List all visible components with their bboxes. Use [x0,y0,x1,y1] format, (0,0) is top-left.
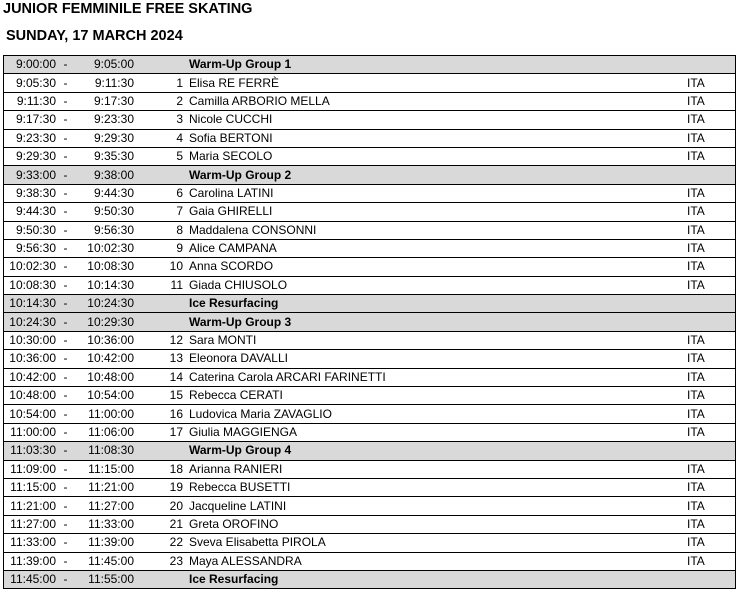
time-separator: - [59,111,72,129]
schedule-break-row [4,570,736,588]
skater-name: Warm-Up Group 1 [187,56,687,74]
skater-name: Maya ALESSANDRA [187,552,687,570]
start-number: 18 [138,460,187,478]
nation-code [687,442,736,460]
skater-name: Ludovica Maria ZAVAGLIO [187,405,687,423]
schedule-skater-row [4,387,736,405]
start-number: 5 [138,147,187,165]
end-time: 11:55:00 [72,570,138,588]
skater-name: Greta OROFINO [187,515,687,533]
skater-name: Warm-Up Group 3 [187,313,687,331]
skater-name: Caterina Carola ARCARI FARINETTI [187,368,687,386]
skater-name: Anna SCORDO [187,258,687,276]
nation-code [687,166,736,184]
start-time: 11:45:00 [4,570,60,588]
nation-code: ITA [687,74,736,92]
end-time: 9:44:30 [72,184,138,202]
skater-name: Gaia GHIRELLI [187,203,687,221]
start-time: 10:30:00 [4,331,60,349]
end-time: 10:48:00 [72,368,138,386]
end-time: 11:15:00 [72,460,138,478]
skater-name: Ice Resurfacing [187,570,687,588]
start-time: 10:02:30 [4,258,60,276]
start-number: 19 [138,478,187,496]
skater-name: Warm-Up Group 4 [187,442,687,460]
end-time: 10:42:00 [72,350,138,368]
schedule-skater-row [4,92,736,110]
time-separator: - [59,147,72,165]
end-time: 9:35:30 [72,147,138,165]
start-number: 3 [138,111,187,129]
skater-name: Eleonora DAVALLI [187,350,687,368]
skater-name: Rebecca CERATI [187,387,687,405]
skater-name: Ice Resurfacing [187,295,687,313]
skater-name: Jacqueline LATINI [187,497,687,515]
time-separator: - [59,442,72,460]
start-time: 10:08:30 [4,276,60,294]
skater-name: Nicole CUCCHI [187,111,687,129]
schedule-skater-row [4,258,736,276]
nation-code [687,295,736,313]
start-number: 22 [138,534,187,552]
start-time: 9:29:30 [4,147,60,165]
nation-code [687,313,736,331]
nation-code: ITA [687,331,736,349]
nation-code: ITA [687,515,736,533]
start-number: 11 [138,276,187,294]
time-separator: - [59,129,72,147]
schedule-body [4,56,736,589]
start-time: 9:38:30 [4,184,60,202]
skater-name: Alice CAMPANA [187,239,687,257]
nation-code: ITA [687,552,736,570]
start-number: 9 [138,239,187,257]
time-separator: - [59,350,72,368]
start-time: 9:00:00 [4,56,60,74]
schedule-skater-row [4,497,736,515]
schedule-skater-row [4,111,736,129]
start-time: 9:50:30 [4,221,60,239]
time-separator: - [59,534,72,552]
end-time: 9:05:00 [72,56,138,74]
time-separator: - [59,295,72,313]
start-number [138,166,187,184]
nation-code: ITA [687,497,736,515]
skater-name: Sofia BERTONI [187,129,687,147]
start-time: 10:24:30 [4,313,60,331]
start-number: 2 [138,92,187,110]
time-separator: - [59,552,72,570]
schedule-skater-row [4,552,736,570]
nation-code: ITA [687,405,736,423]
end-time: 11:06:00 [72,423,138,441]
nation-code: ITA [687,534,736,552]
start-time: 11:03:30 [4,442,60,460]
nation-code: ITA [687,276,736,294]
time-separator: - [59,221,72,239]
end-time: 10:02:30 [72,239,138,257]
schedule-break-row [4,295,736,313]
start-number: 14 [138,368,187,386]
start-time: 11:39:00 [4,552,60,570]
end-time: 9:50:30 [72,203,138,221]
schedule-skater-row [4,276,736,294]
time-separator: - [59,570,72,588]
skater-name: Sara MONTI [187,331,687,349]
nation-code: ITA [687,460,736,478]
nation-code: ITA [687,184,736,202]
skater-name: Arianna RANIERI [187,460,687,478]
end-time: 10:36:00 [72,331,138,349]
start-number: 21 [138,515,187,533]
schedule-skater-row [4,478,736,496]
time-separator: - [59,92,72,110]
nation-code: ITA [687,423,736,441]
skater-name: Giada CHIUSOLO [187,276,687,294]
start-number [138,570,187,588]
nation-code: ITA [687,203,736,221]
end-time: 11:08:30 [72,442,138,460]
start-number: 23 [138,552,187,570]
time-separator: - [59,368,72,386]
time-separator: - [59,405,72,423]
end-time: 10:08:30 [72,258,138,276]
nation-code: ITA [687,129,736,147]
schedule-skater-row [4,460,736,478]
schedule-skater-row [4,239,736,257]
start-time: 9:44:30 [4,203,60,221]
schedule-skater-row [4,350,736,368]
schedule-skater-row [4,423,736,441]
time-separator: - [59,56,72,74]
end-time: 9:29:30 [72,129,138,147]
schedule-table [3,55,736,589]
schedule-skater-row [4,147,736,165]
end-time: 11:21:00 [72,478,138,496]
time-separator: - [59,423,72,441]
schedule-break-row [4,166,736,184]
start-time: 11:00:00 [4,423,60,441]
start-number [138,295,187,313]
page-title: JUNIOR FEMMINILE FREE SKATING [3,1,253,17]
start-number: 20 [138,497,187,515]
start-time: 11:33:00 [4,534,60,552]
start-number: 17 [138,423,187,441]
time-separator: - [59,497,72,515]
end-time: 9:11:30 [72,74,138,92]
time-separator: - [59,166,72,184]
nation-code [687,56,736,74]
nation-code: ITA [687,387,736,405]
time-separator: - [59,74,72,92]
start-number: 4 [138,129,187,147]
end-time: 9:56:30 [72,221,138,239]
start-time: 9:33:00 [4,166,60,184]
skater-name: Rebecca BUSETTI [187,478,687,496]
start-number: 13 [138,350,187,368]
schedule-skater-row [4,221,736,239]
schedule-break-row [4,56,736,74]
time-separator: - [59,515,72,533]
end-time: 11:00:00 [72,405,138,423]
start-number: 8 [138,221,187,239]
start-number [138,313,187,331]
skater-name: Camilla ARBORIO MELLA [187,92,687,110]
time-separator: - [59,203,72,221]
start-time: 10:54:00 [4,405,60,423]
start-time: 10:36:00 [4,350,60,368]
nation-code: ITA [687,478,736,496]
skater-name: Sveva Elisabetta PIROLA [187,534,687,552]
end-time: 10:54:00 [72,387,138,405]
start-time: 10:42:00 [4,368,60,386]
time-separator: - [59,331,72,349]
schedule-skater-row [4,331,736,349]
schedule-skater-row [4,74,736,92]
skater-name: Elisa RE FERRÈ [187,74,687,92]
end-time: 9:38:00 [72,166,138,184]
end-time: 11:33:00 [72,515,138,533]
end-time: 10:24:30 [72,295,138,313]
nation-code: ITA [687,111,736,129]
schedule-skater-row [4,534,736,552]
time-separator: - [59,460,72,478]
start-time: 9:17:30 [4,111,60,129]
schedule-skater-row [4,515,736,533]
skater-name: Carolina LATINI [187,184,687,202]
nation-code: ITA [687,221,736,239]
start-time: 10:48:00 [4,387,60,405]
end-time: 9:23:30 [72,111,138,129]
nation-code: ITA [687,147,736,165]
time-separator: - [59,478,72,496]
start-number: 6 [138,184,187,202]
skater-name: Maria SECOLO [187,147,687,165]
nation-code: ITA [687,368,736,386]
event-date: SUNDAY, 17 MARCH 2024 [6,28,183,44]
start-number: 12 [138,331,187,349]
start-time: 9:05:30 [4,74,60,92]
start-number: 16 [138,405,187,423]
nation-code: ITA [687,92,736,110]
start-time: 11:27:00 [4,515,60,533]
start-time: 11:21:00 [4,497,60,515]
end-time: 10:29:30 [72,313,138,331]
schedule-skater-row [4,184,736,202]
schedule-break-row [4,313,736,331]
start-time: 9:11:30 [4,92,60,110]
nation-code: ITA [687,350,736,368]
end-time: 9:17:30 [72,92,138,110]
skater-name: Maddalena CONSONNI [187,221,687,239]
schedule-break-row [4,442,736,460]
time-separator: - [59,387,72,405]
skater-name: Warm-Up Group 2 [187,166,687,184]
end-time: 11:27:00 [72,497,138,515]
start-number: 10 [138,258,187,276]
start-time: 11:09:00 [4,460,60,478]
end-time: 10:14:30 [72,276,138,294]
start-time: 10:14:30 [4,295,60,313]
schedule-skater-row [4,203,736,221]
end-time: 11:45:00 [72,552,138,570]
schedule-skater-row [4,405,736,423]
skater-name: Giulia MAGGIENGA [187,423,687,441]
schedule-skater-row [4,368,736,386]
time-separator: - [59,258,72,276]
start-number [138,56,187,74]
start-time: 11:15:00 [4,478,60,496]
end-time: 11:39:00 [72,534,138,552]
start-time: 9:23:30 [4,129,60,147]
start-time: 9:56:30 [4,239,60,257]
time-separator: - [59,184,72,202]
start-number [138,442,187,460]
time-separator: - [59,313,72,331]
start-number: 7 [138,203,187,221]
start-number: 1 [138,74,187,92]
time-separator: - [59,239,72,257]
time-separator: - [59,276,72,294]
schedule-skater-row [4,129,736,147]
start-number: 15 [138,387,187,405]
nation-code [687,570,736,588]
nation-code: ITA [687,239,736,257]
nation-code: ITA [687,258,736,276]
